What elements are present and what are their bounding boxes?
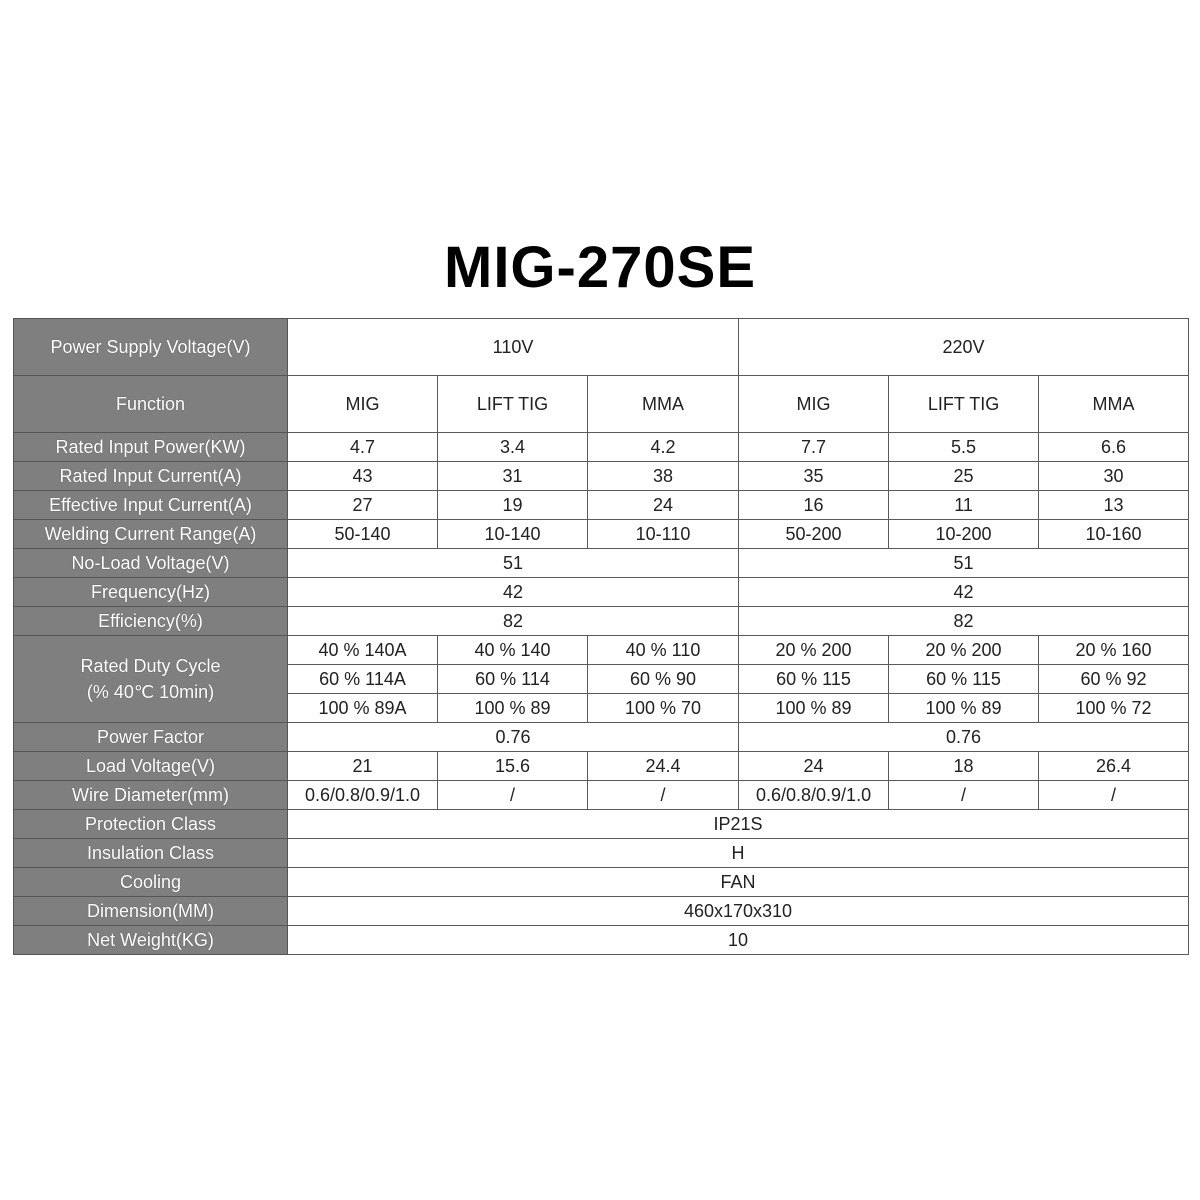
table-cell: 110V — [288, 319, 739, 376]
table-cell: 43 — [288, 462, 438, 491]
table-cell: 27 — [288, 491, 438, 520]
table-cell: 51 — [288, 549, 739, 578]
page-title: MIG-270SE — [444, 235, 756, 300]
table-cell: 4.2 — [588, 433, 739, 462]
row-label: Rated Input Power(KW) — [14, 433, 288, 462]
row-label: Power Supply Voltage(V) — [14, 319, 288, 376]
table-row-welding-current-range — [14, 520, 1189, 549]
table-cell: 31 — [438, 462, 588, 491]
table-cell: 60 % 115 — [739, 665, 889, 694]
table-cell: 24.4 — [588, 752, 739, 781]
table-cell: 40 % 140A — [288, 636, 438, 665]
table-cell: 13 — [1039, 491, 1189, 520]
table-row-efficiency — [14, 607, 1189, 636]
table-cell: 60 % 114A — [288, 665, 438, 694]
row-label: Wire Diameter(mm) — [14, 781, 288, 810]
table-cell: 30 — [1039, 462, 1189, 491]
table-cell: 100 % 89A — [288, 694, 438, 723]
table-cell: 19 — [438, 491, 588, 520]
duty-cycle-label-line-1: Rated Duty Cycle — [80, 656, 221, 676]
table-cell: 25 — [889, 462, 1039, 491]
table-row-insulation-class — [14, 839, 1189, 868]
table-cell: / — [889, 781, 1039, 810]
table-cell: / — [588, 781, 739, 810]
table-cell: 100 % 70 — [588, 694, 739, 723]
row-label: Cooling — [14, 868, 288, 897]
table-row-no-load-voltage — [14, 549, 1189, 578]
table-cell: 0.6/0.8/0.9/1.0 — [739, 781, 889, 810]
table-cell: 0.76 — [739, 723, 1189, 752]
table-cell: 100 % 89 — [438, 694, 588, 723]
table-cell: 60 % 92 — [1039, 665, 1189, 694]
table-cell: 10-160 — [1039, 520, 1189, 549]
table-row-cooling — [14, 868, 1189, 897]
table-row-power-supply — [14, 319, 1189, 376]
table-cell: 50-140 — [288, 520, 438, 549]
table-cell: 20 % 200 — [889, 636, 1039, 665]
table-cell: MIG — [739, 376, 889, 433]
table-cell: 11 — [889, 491, 1039, 520]
table-cell: 6.6 — [1039, 433, 1189, 462]
table-cell: 42 — [739, 578, 1189, 607]
table-cell: 21 — [288, 752, 438, 781]
table-cell: 100 % 89 — [889, 694, 1039, 723]
row-label: Insulation Class — [14, 839, 288, 868]
table-cell: 15.6 — [438, 752, 588, 781]
row-label: Net Weight(KG) — [14, 926, 288, 955]
table-cell: LIFT TIG — [438, 376, 588, 433]
row-label: Frequency(Hz) — [14, 578, 288, 607]
table-cell: 60 % 114 — [438, 665, 588, 694]
table-cell: 10-140 — [438, 520, 588, 549]
table-row-dimension — [14, 897, 1189, 926]
table-cell: 460x170x310 — [288, 897, 1189, 926]
row-label: Welding Current Range(A) — [14, 520, 288, 549]
table-cell: MMA — [1039, 376, 1189, 433]
row-label: No-Load Voltage(V) — [14, 549, 288, 578]
table-cell: 100 % 72 — [1039, 694, 1189, 723]
spec-table — [13, 318, 1189, 955]
table-cell: MIG — [288, 376, 438, 433]
table-cell: 60 % 115 — [889, 665, 1039, 694]
table-row-frequency — [14, 578, 1189, 607]
table-cell: MMA — [588, 376, 739, 433]
table-cell: 82 — [288, 607, 739, 636]
table-cell: 0.6/0.8/0.9/1.0 — [288, 781, 438, 810]
table-cell: 24 — [739, 752, 889, 781]
table-cell: 24 — [588, 491, 739, 520]
table-cell: FAN — [288, 868, 1189, 897]
table-cell: 60 % 90 — [588, 665, 739, 694]
row-label: Function — [14, 376, 288, 433]
table-cell: 20 % 200 — [739, 636, 889, 665]
table-cell: 38 — [588, 462, 739, 491]
duty-cycle-label-line-2: (% 40℃ 10min) — [86, 682, 215, 702]
table-cell: 82 — [739, 607, 1189, 636]
table-cell: 3.4 — [438, 433, 588, 462]
table-cell: 50-200 — [739, 520, 889, 549]
row-label: Efficiency(%) — [14, 607, 288, 636]
table-cell: 5.5 — [889, 433, 1039, 462]
table-cell: 10-200 — [889, 520, 1039, 549]
table-cell: 4.7 — [288, 433, 438, 462]
table-cell: 40 % 140 — [438, 636, 588, 665]
table-cell: 51 — [739, 549, 1189, 578]
table-cell: H — [288, 839, 1189, 868]
row-label: Effective Input Current(A) — [14, 491, 288, 520]
table-cell: / — [438, 781, 588, 810]
row-label: Power Factor — [14, 723, 288, 752]
table-cell: 40 % 110 — [588, 636, 739, 665]
table-cell: 10 — [288, 926, 1189, 955]
row-label: Protection Class — [14, 810, 288, 839]
table-cell: LIFT TIG — [889, 376, 1039, 433]
table-row-wire-diameter — [14, 781, 1189, 810]
table-row-rated-input-current — [14, 462, 1189, 491]
table-cell: 0.76 — [288, 723, 739, 752]
table-row-effective-input-current — [14, 491, 1189, 520]
table-cell: 26.4 — [1039, 752, 1189, 781]
row-label: Dimension(MM) — [14, 897, 288, 926]
table-row-rated-input-power — [14, 433, 1189, 462]
table-cell: 35 — [739, 462, 889, 491]
row-label: Rated Input Current(A) — [14, 462, 288, 491]
table-row-load-voltage — [14, 752, 1189, 781]
table-row-protection-class — [14, 810, 1189, 839]
table-row-duty-cycle-1 — [14, 636, 1189, 665]
table-row-power-factor — [14, 723, 1189, 752]
table-cell: 20 % 160 — [1039, 636, 1189, 665]
table-cell: 100 % 89 — [739, 694, 889, 723]
table-cell: 16 — [739, 491, 889, 520]
table-cell: / — [1039, 781, 1189, 810]
table-cell: 42 — [288, 578, 739, 607]
table-row-net-weight — [14, 926, 1189, 955]
table-cell: 7.7 — [739, 433, 889, 462]
table-cell: IP21S — [288, 810, 1189, 839]
table-row-function — [14, 376, 1189, 433]
table-cell: 10-110 — [588, 520, 739, 549]
table-cell: 220V — [739, 319, 1189, 376]
row-label-duty-cycle — [14, 636, 288, 723]
row-label: Load Voltage(V) — [14, 752, 288, 781]
table-cell: 18 — [889, 752, 1039, 781]
